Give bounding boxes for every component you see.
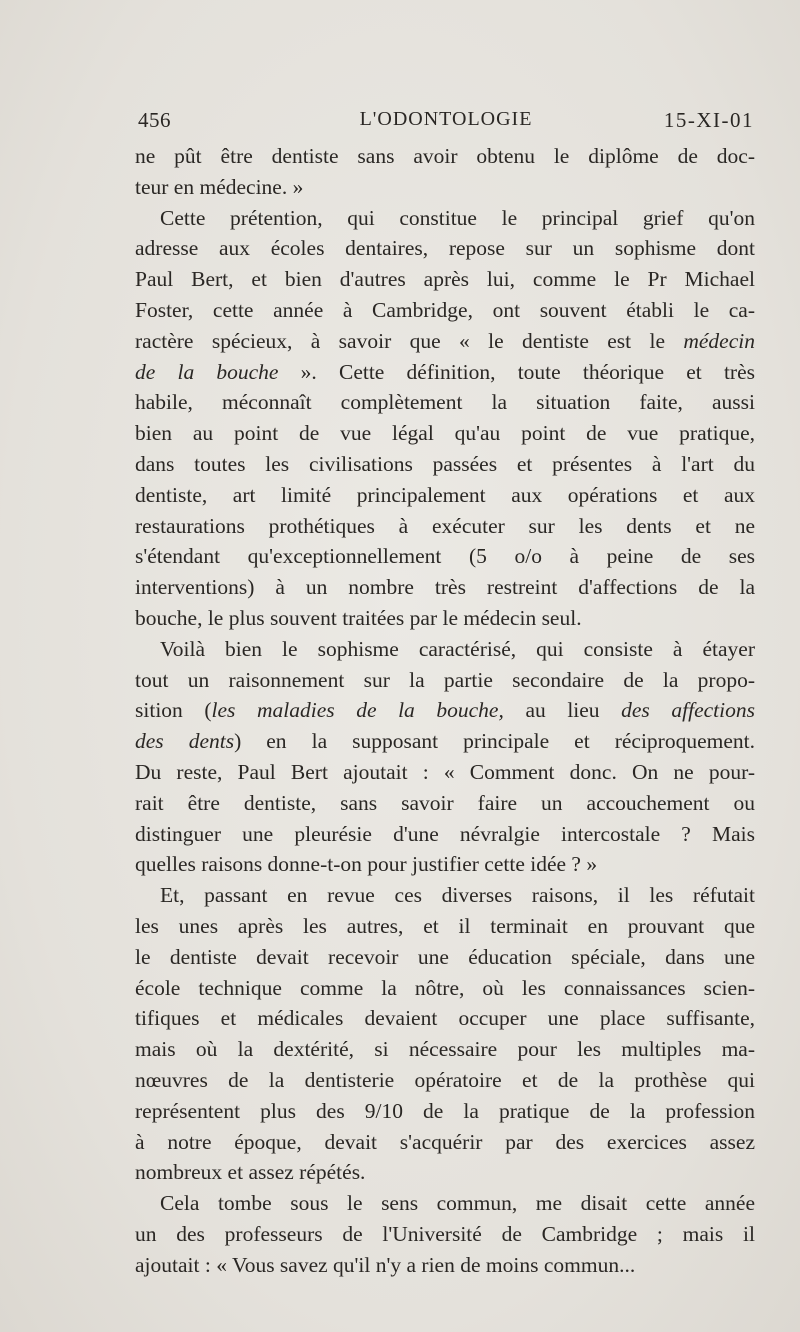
- running-title: L'ODONTOLOGIE: [359, 108, 533, 130]
- text-line: des dents) en la supposant principale et réciproquement.: [135, 729, 755, 754]
- paragraph-start-line: Et, passant en revue ces diverses raisons, il les réfutait: [160, 883, 755, 908]
- text-line: tout un raisonnement sur la partie secondaire de la propo-: [135, 667, 755, 692]
- text-line: Du reste, Paul Bert ajoutait : « Comment donc. On ne pour-: [135, 759, 755, 784]
- text-line: distinguer une pleurésie d'une névralgie intercostale ? Mais: [135, 821, 755, 846]
- paragraph-start-line: Cette prétention, qui constitue le principal grief qu'on: [160, 205, 755, 230]
- text-line: ne pût être dentiste sans avoir obtenu le diplôme de doc-: [135, 144, 755, 168]
- text-line: Foster, cette année à Cambridge, ont souvent établi le ca-: [135, 297, 755, 322]
- paragraph-start-line: Voilà bien le sophisme caractérisé, qui consiste à étayer: [160, 636, 755, 661]
- text-line: quelles raisons donne-t-on pour justifier cette idée ? »: [135, 852, 598, 877]
- italic-phrase: médecin: [683, 328, 755, 353]
- italic-phrase: des affections: [621, 698, 755, 723]
- text-line: restaurations prothétiques à exécuter sur les dents et ne: [135, 513, 755, 538]
- text-line: sition (les maladies de la bouche, au lieu des affections: [135, 698, 755, 723]
- text-line: rait être dentiste, sans savoir faire un accouchement ou: [135, 790, 755, 815]
- page-header: [138, 108, 754, 140]
- text-line: les unes après les autres, et il terminait en prouvant que: [135, 913, 755, 938]
- text-line: bouche, le plus souvent traitées par le médecin seul.: [135, 605, 582, 630]
- text-line: le dentiste devait recevoir une éducation spéciale, dans une: [135, 944, 755, 969]
- italic-phrase: les maladies de la bouche,: [211, 698, 504, 723]
- text-line: nombreux et assez répétés.: [135, 1160, 366, 1185]
- body-text: [135, 141, 755, 1280]
- paragraph-start-line: Cela tombe sous le sens commun, me disait cette année: [160, 1191, 755, 1216]
- text-line: adresse aux écoles dentaires, repose sur un sophisme dont: [135, 236, 755, 261]
- text-line: ajoutait : « Vous savez qu'il n'y a rien de moins commun...: [135, 1252, 636, 1277]
- text-line: dentiste, art limité principalement aux opérations et aux: [135, 482, 755, 507]
- text-line: bien au point de vue légal qu'au point de vue pratique,: [135, 421, 755, 446]
- text-line: nœuvres de la dentisterie opératoire et de la prothèse qui: [135, 1067, 755, 1092]
- text-line: interventions) à un nombre très restreint d'affections de la: [135, 575, 755, 600]
- text-line: représentent plus des 9/10 de la pratique de la profession: [135, 1098, 755, 1123]
- text-line: à notre époque, devait s'acquérir par des exercices assez: [135, 1129, 755, 1154]
- text-line: Paul Bert, et bien d'autres après lui, comme le Pr Michael: [135, 267, 755, 292]
- text-line: ractère spécieux, à savoir que « le dentiste est le médecin: [135, 328, 755, 353]
- text-line: s'étendant qu'exceptionnellement (5 o/o à peine de ses: [135, 544, 755, 569]
- text-line: de la bouche ». Cette définition, toute théorique et très: [135, 359, 755, 384]
- page-number: 456: [138, 108, 171, 132]
- text-line: école technique comme la nôtre, où les connaissances scien-: [135, 975, 755, 1000]
- issue-date: 15-XI-01: [663, 108, 754, 132]
- text-line: un des professeurs de l'Université de Cambridge ; mais il: [135, 1221, 755, 1246]
- text-line: tifiques et médicales devaient occuper une place suffisante,: [135, 1006, 755, 1031]
- text-line: dans toutes les civilisations passées et présentes à l'art du: [135, 451, 755, 476]
- italic-phrase: des dents: [135, 729, 235, 754]
- italic-phrase: de la bouche: [135, 359, 279, 384]
- text-line: teur en médecine. »: [135, 174, 304, 199]
- text-line: habile, méconnaît complètement la situation faite, aussi: [135, 390, 755, 415]
- text-line: mais où la dextérité, si nécessaire pour les multiples ma-: [135, 1037, 755, 1062]
